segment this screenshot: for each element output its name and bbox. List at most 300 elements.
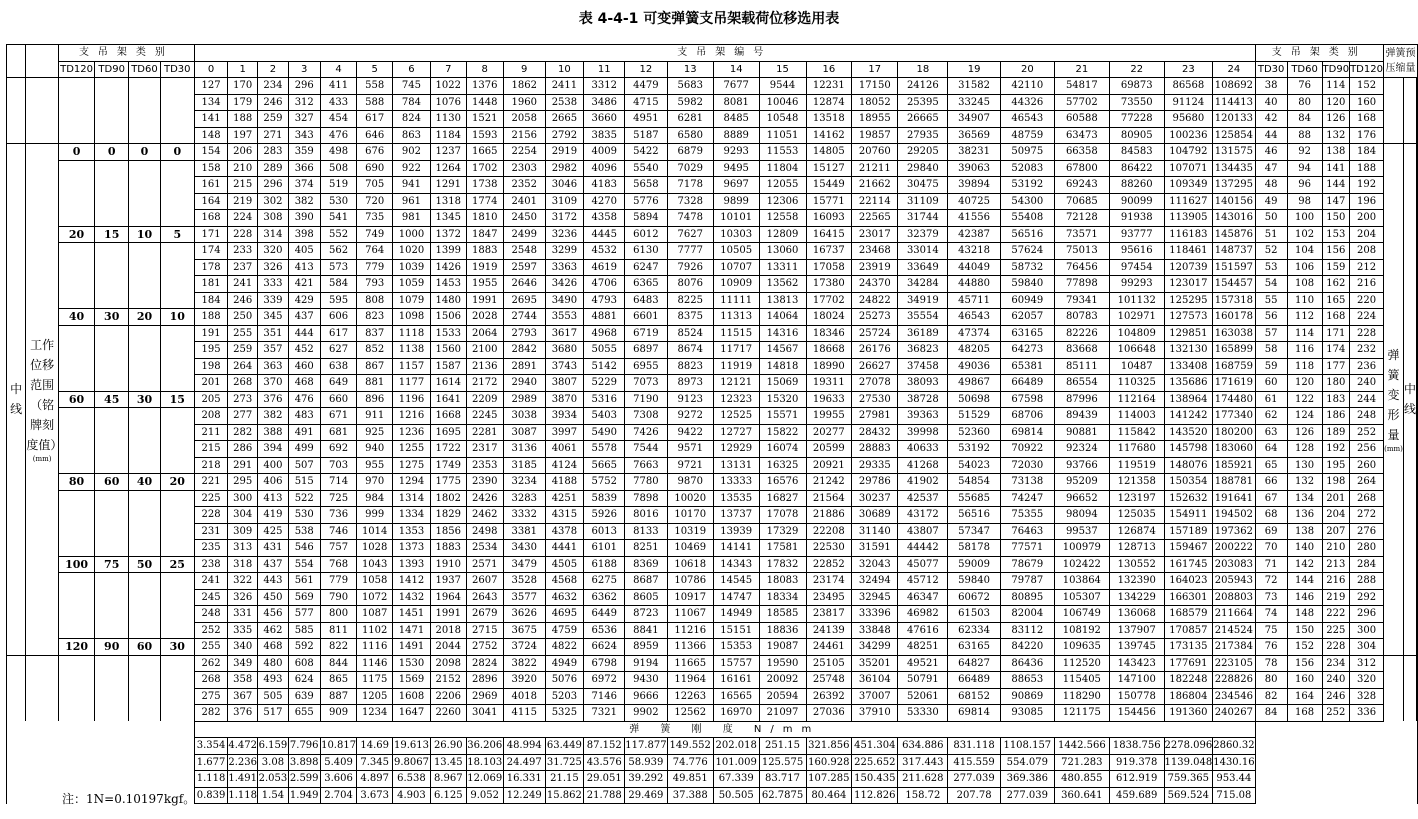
deformation-value-cell: 200 — [1350, 210, 1384, 227]
load-value-cell: 3312 — [584, 78, 625, 95]
blank-cell — [129, 292, 160, 309]
load-value-cell: 12874 — [806, 94, 852, 111]
work-range-mark: 0 — [160, 144, 194, 161]
stiffness-value-cell: 150.435 — [852, 771, 898, 788]
load-value-cell: 138964 — [1164, 391, 1213, 408]
load-value-cell: 90099 — [1109, 193, 1164, 210]
load-value-cell: 12929 — [713, 441, 759, 458]
load-value-cell: 147100 — [1109, 672, 1164, 689]
load-value-cell: 1138 — [392, 342, 430, 359]
load-value-cell: 77228 — [1109, 111, 1164, 128]
blank-cell — [95, 243, 129, 260]
load-value-cell: 127573 — [1164, 309, 1213, 326]
load-value-cell: 43218 — [948, 243, 1001, 260]
load-value-cell: 73571 — [1054, 226, 1109, 243]
deformation-value-cell: 132 — [1322, 127, 1350, 144]
number-group-header: 支吊架编号 — [194, 45, 1255, 62]
support-number-header: 11 — [584, 61, 625, 78]
load-value-cell: 51529 — [948, 408, 1001, 425]
load-value-cell: 186804 — [1164, 688, 1213, 705]
load-value-cell: 24822 — [852, 292, 898, 309]
stiffness-value-cell: 7.345 — [357, 754, 393, 771]
load-value-cell: 1216 — [392, 408, 430, 425]
blank-cell — [7, 672, 26, 689]
load-value-cell: 7328 — [667, 193, 713, 210]
load-value-cell: 2607 — [466, 573, 503, 590]
load-value-cell: 318 — [228, 556, 258, 573]
load-value-cell: 125035 — [1109, 507, 1164, 524]
load-value-cell: 148 — [194, 127, 227, 144]
load-value-cell: 10101 — [713, 210, 759, 227]
load-value-cell: 2793 — [503, 325, 545, 342]
load-value-cell: 185921 — [1213, 457, 1255, 474]
load-value-cell: 118290 — [1054, 688, 1109, 705]
stiffness-value-cell: 1108.157 — [1000, 738, 1054, 755]
blank-cell — [1383, 655, 1403, 721]
load-value-cell: 99537 — [1054, 523, 1109, 540]
stiffness-value-cell: 149.552 — [667, 738, 713, 755]
load-value-cell: 238 — [194, 556, 227, 573]
load-value-cell: 60672 — [948, 589, 1001, 606]
blank-cell — [160, 655, 194, 672]
deformation-value-cell: 58 — [1255, 342, 1287, 359]
blank-cell — [160, 424, 194, 441]
blank-cell — [26, 94, 59, 111]
right-midline-label: 中线 — [1403, 144, 1416, 656]
load-value-cell: 218 — [194, 457, 227, 474]
load-value-cell: 179 — [228, 94, 258, 111]
load-value-cell: 2538 — [545, 94, 584, 111]
deformation-value-cell: 142 — [1287, 556, 1322, 573]
stiffness-value-cell: 3.08 — [258, 754, 289, 771]
load-value-cell: 2450 — [503, 210, 545, 227]
load-value-cell: 177340 — [1213, 408, 1255, 425]
load-value-cell: 5403 — [584, 408, 625, 425]
load-value-cell: 157318 — [1213, 292, 1255, 309]
load-value-cell: 4715 — [625, 94, 667, 111]
load-value-cell: 456 — [258, 606, 289, 623]
blank-cell — [95, 342, 129, 359]
load-value-cell: 12121 — [713, 375, 759, 392]
blank-cell — [95, 193, 129, 210]
load-value-cell: 4881 — [584, 309, 625, 326]
deformation-value-cell: 146 — [1287, 589, 1322, 606]
load-value-cell: 1955 — [466, 276, 503, 293]
load-value-cell: 95616 — [1109, 243, 1164, 260]
load-value-cell: 161 — [194, 177, 227, 194]
load-value-cell: 93085 — [1000, 705, 1054, 722]
load-value-cell: 13060 — [759, 243, 806, 260]
load-value-cell: 44442 — [898, 540, 948, 557]
load-value-cell: 2752 — [466, 639, 503, 656]
load-value-cell: 21097 — [759, 705, 806, 722]
load-value-cell: 588 — [357, 94, 393, 111]
deformation-value-cell: 70 — [1255, 540, 1287, 557]
load-value-cell: 1393 — [392, 556, 430, 573]
load-value-cell: 793 — [357, 276, 393, 293]
table-row — [7, 358, 1418, 375]
load-value-cell: 499 — [288, 441, 320, 458]
load-value-cell: 14949 — [713, 606, 759, 623]
blank-cell — [95, 259, 129, 276]
load-value-cell: 117680 — [1109, 441, 1164, 458]
load-value-cell: 36104 — [852, 672, 898, 689]
load-value-cell: 126874 — [1109, 523, 1164, 540]
load-value-cell: 53330 — [898, 705, 948, 722]
work-range-mark: 10 — [160, 309, 194, 326]
load-value-cell: 264 — [228, 358, 258, 375]
load-value-cell: 335 — [228, 622, 258, 639]
load-value-cell: 25105 — [806, 655, 852, 672]
deformation-value-cell: 188 — [1350, 160, 1384, 177]
blank-cell — [129, 672, 160, 689]
load-value-cell: 784 — [392, 94, 430, 111]
deformation-value-cell: 57 — [1255, 325, 1287, 342]
blank-cell — [59, 688, 95, 705]
table-row — [7, 292, 1418, 309]
load-value-cell: 250 — [228, 309, 258, 326]
stiffness-value-cell: 1838.756 — [1109, 738, 1164, 755]
stiffness-value-cell: 49.851 — [667, 771, 713, 788]
load-value-cell: 2499 — [503, 226, 545, 243]
blank-cell — [59, 457, 95, 474]
load-value-cell: 4445 — [584, 226, 625, 243]
load-value-cell: 240267 — [1213, 705, 1255, 722]
load-value-cell: 4018 — [503, 688, 545, 705]
blank-cell — [160, 490, 194, 507]
load-value-cell: 115842 — [1109, 424, 1164, 441]
stiffness-value-cell: 4.897 — [357, 771, 393, 788]
blank-cell — [59, 210, 95, 227]
load-value-cell: 69814 — [1000, 424, 1054, 441]
load-value-cell: 154456 — [1109, 705, 1164, 722]
support-number-header: 19 — [948, 61, 1001, 78]
load-value-cell: 1491 — [392, 639, 430, 656]
load-value-cell: 52360 — [948, 424, 1001, 441]
load-value-cell: 14343 — [713, 556, 759, 573]
load-value-cell: 1116 — [357, 639, 393, 656]
blank-cell — [129, 94, 160, 111]
load-value-cell: 1862 — [503, 78, 545, 95]
load-value-cell: 483 — [288, 408, 320, 425]
table-row — [7, 556, 1418, 573]
blank-cell — [160, 375, 194, 392]
load-value-cell: 322 — [228, 573, 258, 590]
deformation-value-cell: 126 — [1287, 424, 1322, 441]
blank-cell — [7, 111, 26, 128]
load-value-cell: 3680 — [545, 342, 584, 359]
load-value-cell: 148737 — [1213, 243, 1255, 260]
load-value-cell: 981 — [392, 210, 430, 227]
load-value-cell: 1856 — [431, 523, 467, 540]
load-value-cell: 7677 — [713, 78, 759, 95]
deformation-value-cell: 152 — [1287, 639, 1322, 656]
load-value-cell: 546 — [288, 540, 320, 557]
stiffness-value-cell: 6.538 — [392, 771, 430, 788]
blank-cell — [59, 375, 95, 392]
blank-cell — [95, 177, 129, 194]
load-value-cell: 4009 — [584, 144, 625, 161]
load-value-cell: 359 — [288, 144, 320, 161]
load-value-cell: 538 — [288, 523, 320, 540]
load-value-cell: 83668 — [1054, 342, 1109, 359]
load-value-cell: 31140 — [852, 523, 898, 540]
load-value-cell: 308 — [258, 210, 289, 227]
load-value-cell: 3490 — [545, 292, 584, 309]
load-value-cell: 2548 — [503, 243, 545, 260]
load-value-cell: 54854 — [948, 474, 1001, 491]
load-value-cell: 413 — [288, 259, 320, 276]
load-value-cell: 2679 — [466, 606, 503, 623]
load-value-cell: 289 — [258, 160, 289, 177]
load-value-cell: 83112 — [1000, 622, 1054, 639]
blank-cell — [95, 705, 129, 722]
load-value-cell: 22852 — [806, 556, 852, 573]
load-value-cell: 705 — [357, 177, 393, 194]
load-value-cell: 3807 — [545, 375, 584, 392]
load-value-cell: 6365 — [625, 276, 667, 293]
load-value-cell: 6362 — [584, 589, 625, 606]
load-value-cell: 1264 — [431, 160, 467, 177]
load-value-cell: 12306 — [759, 193, 806, 210]
blank-cell — [95, 78, 129, 95]
stiffness-value-cell: 26.90 — [431, 738, 467, 755]
load-value-cell: 313 — [228, 540, 258, 557]
blank-cell — [1383, 78, 1403, 144]
blank-cell — [95, 606, 129, 623]
blank-cell — [59, 589, 95, 606]
load-value-cell: 105307 — [1054, 589, 1109, 606]
stiffness-value-cell: 831.118 — [948, 738, 1001, 755]
blank-cell — [59, 540, 95, 557]
load-value-cell: 137295 — [1213, 177, 1255, 194]
blank-cell — [160, 507, 194, 524]
load-value-cell: 327 — [288, 111, 320, 128]
deformation-value-cell: 296 — [1350, 606, 1384, 623]
load-value-cell: 1937 — [431, 573, 467, 590]
load-value-cell: 159467 — [1164, 540, 1213, 557]
work-range-mark: 100 — [59, 556, 95, 573]
stiffness-value-cell: 58.939 — [625, 754, 667, 771]
stiffness-value-cell: 101.009 — [713, 754, 759, 771]
load-value-cell: 1738 — [466, 177, 503, 194]
table-row — [7, 375, 1418, 392]
load-value-cell: 32494 — [852, 573, 898, 590]
deformation-value-cell: 60 — [1255, 375, 1287, 392]
load-value-cell: 955 — [357, 457, 393, 474]
load-value-cell: 1665 — [466, 144, 503, 161]
table-row — [7, 144, 1418, 161]
load-value-cell: 10707 — [713, 259, 759, 276]
table-row — [7, 639, 1418, 656]
load-value-cell: 46543 — [948, 309, 1001, 326]
load-value-cell: 33245 — [948, 94, 1001, 111]
load-value-cell: 11366 — [667, 639, 713, 656]
load-value-cell: 171619 — [1213, 375, 1255, 392]
load-value-cell: 69873 — [1109, 78, 1164, 95]
load-value-cell: 4251 — [545, 490, 584, 507]
table-row — [7, 441, 1418, 458]
load-value-cell: 326 — [228, 589, 258, 606]
load-value-cell: 7190 — [625, 391, 667, 408]
load-value-cell: 141 — [194, 111, 227, 128]
load-value-cell: 90869 — [1000, 688, 1054, 705]
load-value-cell: 27036 — [806, 705, 852, 722]
load-value-cell: 15822 — [759, 424, 806, 441]
load-value-cell: 333 — [258, 276, 289, 293]
load-value-cell: 617 — [357, 111, 393, 128]
load-value-cell: 66489 — [948, 672, 1001, 689]
load-value-cell: 23017 — [852, 226, 898, 243]
load-value-cell: 8375 — [667, 309, 713, 326]
deformation-value-cell: 51 — [1255, 226, 1287, 243]
load-value-cell: 13311 — [759, 259, 806, 276]
blank-cell — [59, 276, 95, 293]
corner-cell — [26, 45, 59, 78]
deformation-value-cell: 162 — [1322, 276, 1350, 293]
stiffness-value-cell: 2.704 — [320, 787, 357, 804]
stiffness-value-cell: 37.388 — [667, 787, 713, 804]
load-value-cell: 6012 — [625, 226, 667, 243]
deformation-value-cell: 168 — [1350, 111, 1384, 128]
load-value-cell: 2571 — [466, 556, 503, 573]
load-value-cell: 82004 — [1000, 606, 1054, 623]
blank-cell — [129, 523, 160, 540]
load-value-cell: 374 — [288, 177, 320, 194]
blank-cell — [1417, 144, 1418, 656]
load-value-cell: 1294 — [392, 474, 430, 491]
load-value-cell: 215 — [228, 177, 258, 194]
load-value-cell: 27935 — [898, 127, 948, 144]
load-value-cell: 49036 — [948, 358, 1001, 375]
load-value-cell: 259 — [228, 342, 258, 359]
blank-cell — [59, 127, 95, 144]
deformation-value-cell: 240 — [1350, 375, 1384, 392]
deformation-value-cell: 76 — [1255, 639, 1287, 656]
load-value-cell: 349 — [228, 655, 258, 672]
deformation-value-cell: 134 — [1287, 490, 1322, 507]
load-value-cell: 60949 — [1000, 292, 1054, 309]
load-value-cell: 115405 — [1054, 672, 1109, 689]
load-value-cell: 4632 — [545, 589, 584, 606]
load-value-cell: 63473 — [1054, 127, 1109, 144]
left-type-header: TD120 — [59, 61, 95, 78]
load-value-cell: 130552 — [1109, 556, 1164, 573]
footnote: 注：1N=0.10197kgf。 — [62, 792, 196, 806]
blank-cell — [59, 507, 95, 524]
load-value-cell: 10469 — [667, 540, 713, 557]
blank-cell — [59, 325, 95, 342]
load-value-cell: 17058 — [806, 259, 852, 276]
load-value-cell: 1236 — [392, 424, 430, 441]
load-value-cell: 11717 — [713, 342, 759, 359]
blank-cell — [7, 94, 26, 111]
load-value-cell: 8605 — [625, 589, 667, 606]
load-value-cell: 450 — [258, 589, 289, 606]
load-value-cell: 2695 — [503, 292, 545, 309]
stiffness-value-cell: 2.236 — [228, 754, 258, 771]
load-value-cell: 940 — [357, 441, 393, 458]
stiffness-value-cell: 2.599 — [288, 771, 320, 788]
load-value-cell: 27530 — [852, 391, 898, 408]
load-value-cell: 23468 — [852, 243, 898, 260]
deformation-value-cell: 160 — [1287, 672, 1322, 689]
load-value-cell: 2172 — [466, 375, 503, 392]
deformation-value-cell: 144 — [1287, 573, 1322, 590]
blank-cell — [129, 589, 160, 606]
deformation-value-cell: 112 — [1287, 309, 1322, 326]
deformation-value-cell: 210 — [1322, 540, 1350, 557]
work-range-mark: 50 — [129, 556, 160, 573]
work-range-text: 工作位移范围（铭牌刻度值） — [26, 337, 63, 452]
load-value-cell: 8485 — [713, 111, 759, 128]
load-value-cell: 41268 — [898, 457, 948, 474]
load-value-cell: 121358 — [1109, 474, 1164, 491]
load-displacement-table — [6, 44, 1418, 804]
load-value-cell: 90881 — [1054, 424, 1109, 441]
load-value-cell: 54023 — [948, 457, 1001, 474]
load-value-cell: 157189 — [1164, 523, 1213, 540]
load-value-cell: 3136 — [503, 441, 545, 458]
load-value-cell: 2498 — [466, 523, 503, 540]
load-value-cell: 3626 — [503, 606, 545, 623]
blank-cell — [95, 127, 129, 144]
blank-cell — [129, 507, 160, 524]
blank-cell — [26, 127, 59, 144]
load-value-cell: 33848 — [852, 622, 898, 639]
deformation-value-cell: 156 — [1287, 655, 1322, 672]
load-value-cell: 113905 — [1164, 210, 1213, 227]
load-value-cell: 273 — [228, 391, 258, 408]
load-value-cell: 275 — [194, 688, 227, 705]
load-value-cell: 569 — [288, 589, 320, 606]
load-value-cell: 248 — [194, 606, 227, 623]
load-value-cell: 425 — [258, 523, 289, 540]
load-value-cell: 80895 — [1000, 589, 1054, 606]
load-value-cell: 17078 — [759, 507, 806, 524]
load-value-cell: 44049 — [948, 259, 1001, 276]
deformation-value-cell: 201 — [1322, 490, 1350, 507]
deformation-value-cell: 256 — [1350, 441, 1384, 458]
blank-cell — [1255, 721, 1417, 738]
load-value-cell: 31582 — [948, 78, 1001, 95]
support-number-header: 23 — [1164, 61, 1213, 78]
load-value-cell: 268 — [194, 672, 227, 689]
blank-cell — [129, 606, 160, 623]
load-value-cell: 9902 — [625, 705, 667, 722]
load-value-cell: 1028 — [357, 540, 393, 557]
load-value-cell: 123017 — [1164, 276, 1213, 293]
left-type-header: TD90 — [95, 61, 129, 78]
deformation-value-cell: 88 — [1287, 127, 1322, 144]
load-value-cell: 28883 — [852, 441, 898, 458]
load-value-cell: 2646 — [503, 276, 545, 293]
load-value-cell: 681 — [320, 424, 357, 441]
load-value-cell: 1426 — [431, 259, 467, 276]
load-value-cell: 8225 — [667, 292, 713, 309]
load-value-cell: 17581 — [759, 540, 806, 557]
load-value-cell: 56516 — [1000, 226, 1054, 243]
load-value-cell: 141242 — [1164, 408, 1213, 425]
load-value-cell: 671 — [320, 408, 357, 425]
stiffness-header-row — [7, 721, 1418, 738]
load-value-cell: 617 — [320, 325, 357, 342]
table-row — [7, 391, 1418, 408]
blank-cell — [59, 622, 95, 639]
work-range-mark: 15 — [95, 226, 129, 243]
load-value-cell: 46543 — [1000, 111, 1054, 128]
work-range-mark: 80 — [59, 474, 95, 491]
